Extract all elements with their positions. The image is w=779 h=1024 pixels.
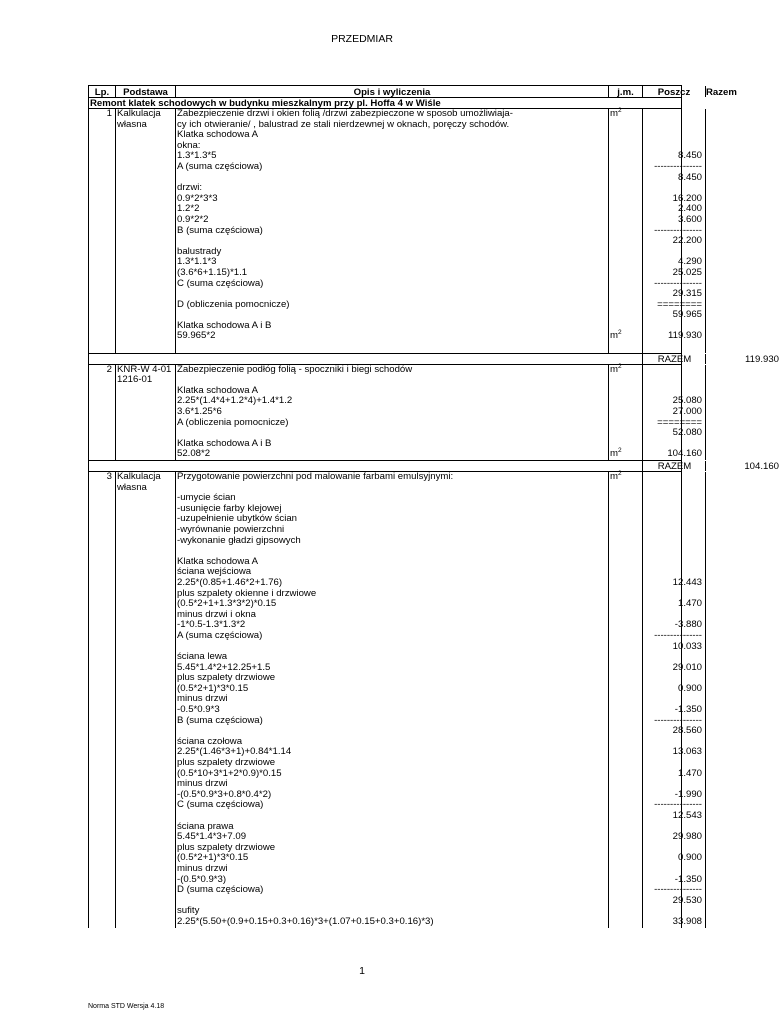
partial-value: --------------- — [654, 884, 702, 896]
calc-text: 52.08*2 — [177, 448, 211, 460]
partial-value: 8.450 — [677, 171, 702, 183]
calc-text: cy ich otwieranie/ , balustrad ze stali nierdzewnej w oknach, poręczy schodów. — [177, 118, 510, 130]
calc-text: 1.2*2 — [177, 203, 200, 215]
calc-text: -usunięcie farby klejowej — [177, 502, 282, 514]
partial-value: ======== — [657, 416, 702, 428]
calc-line — [89, 329, 702, 342]
razem-label: RAZEM — [642, 354, 706, 365]
calc-text: 2.25*(1.4*4+1.2*4)+1.4*1.2 — [177, 395, 293, 407]
calc-text: -1*0.5-1.3*1.3*2 — [177, 619, 246, 631]
partial-value: ======== — [657, 298, 702, 310]
partial-value: 29.315 — [672, 288, 702, 300]
partial-value: 10.033 — [672, 640, 702, 652]
calc-line — [89, 536, 681, 547]
unit: $m^2$ — [610, 447, 622, 460]
calc-text: plus szpalety drzwiowe — [177, 841, 276, 853]
partial-value: 3.600 — [677, 213, 702, 225]
partial-value: --------------- — [654, 629, 702, 641]
calc-text: okna: — [177, 139, 201, 151]
item-basis: własna — [117, 481, 147, 493]
software-version: Norma STD Wersja 4.18 — [88, 1003, 165, 1010]
calc-text: ściana wejściowa — [177, 566, 252, 578]
partial-value: 25.025 — [672, 266, 702, 278]
calc-text: D (suma częściowa) — [177, 884, 264, 896]
page-title: PRZEDMIAR — [331, 33, 393, 45]
partial-value: 59.965 — [672, 309, 702, 321]
calc-line — [89, 629, 702, 642]
header-jm: j.m. — [608, 86, 642, 97]
calc-text: (0.5*2+1)*3*0.15 — [177, 852, 249, 864]
calc-text: 2.25*(5.50+(0.9+0.15+0.3+0.16)*3+(1.07+0.15+0.3+0.16)*3) — [177, 915, 434, 927]
calc-line — [89, 447, 702, 460]
calc-line — [89, 714, 702, 727]
calc-text: minus drzwi — [177, 778, 228, 790]
calc-line — [89, 160, 702, 173]
calc-line — [89, 864, 681, 875]
item-basis: własna — [117, 118, 147, 130]
calc-text: (0.5*10+3*1+2*0.9)*0.15 — [177, 767, 282, 779]
header-opis: Opis i wyliczenia — [175, 86, 608, 97]
partial-value: 0.900 — [677, 682, 702, 694]
table-row — [88, 107, 702, 354]
calc-text: -(0.5*0.9*3+0.8*0.4*2) — [177, 788, 272, 800]
calc-text: A (suma częściowa) — [177, 160, 263, 172]
calc-line — [89, 472, 681, 483]
partial-value: 33.908 — [672, 915, 702, 927]
calc-line — [89, 266, 702, 279]
partial-value: --------------- — [654, 224, 702, 236]
unit: $m^2$ — [610, 107, 622, 119]
calc-line — [89, 416, 702, 429]
section-title: Remont klatek schodowych w budynku mieszkalnym przy pl. Hoffa 4 w Wiśle — [88, 98, 682, 109]
calc-line — [89, 298, 702, 311]
unit: $m^2$ — [610, 362, 622, 375]
unit-base: m — [610, 471, 618, 482]
calc-text: -wyrównanie powierzchni — [177, 523, 285, 535]
unit-base: m — [610, 108, 618, 119]
calc-text: (3.6*6+1.15)*1.1 — [177, 266, 248, 278]
calc-line — [89, 576, 702, 589]
column-rule — [705, 472, 706, 928]
calc-text: plus szpalety drzwiowe — [177, 757, 276, 769]
partial-value: 13.063 — [672, 746, 702, 758]
calc-text: C (suma częściowa) — [177, 799, 264, 811]
partial-value: 52.080 — [672, 427, 702, 439]
calc-text: Klatka schodowa A — [177, 555, 259, 567]
calc-text: B (suma częściowa) — [177, 714, 263, 726]
calc-text: 0.9*2*2 — [177, 213, 209, 225]
calc-line — [89, 342, 681, 353]
calc-text: -wykonanie gładzi gipsowych — [177, 534, 301, 546]
partial-value: 29.980 — [672, 831, 702, 843]
calc-line — [89, 213, 702, 226]
header-podstawa: Podstawa — [115, 86, 175, 97]
partial-value: --------------- — [654, 160, 702, 172]
partial-value: -3.880 — [674, 619, 702, 631]
calc-text: minus drzwi i okna — [177, 608, 256, 620]
calc-text: ściana czołowa — [177, 735, 243, 747]
partial-value: 29.010 — [672, 661, 702, 673]
calc-text: 0.9*2*3*3 — [177, 192, 218, 204]
calc-text: plus szpalety okienne i drzwiowe — [177, 587, 317, 599]
calc-text: drzwi: — [177, 182, 203, 194]
calc-text: Przygotowanie powierzchni pod malowanie farbami emulsyjnymi: — [177, 471, 454, 482]
calc-text: plus szpalety drzwiowe — [177, 672, 276, 684]
calc-text: Klatka schodowa A i B — [177, 437, 272, 449]
partial-value: -1.350 — [674, 704, 702, 716]
calc-line — [89, 915, 702, 928]
unit-base: m — [610, 330, 618, 342]
table-row — [88, 470, 702, 928]
calc-text: C (suma częściowa) — [177, 277, 264, 289]
calc-text: sufity — [177, 905, 200, 917]
partial-value: 16.200 — [672, 192, 702, 204]
partial-value: 104.160 — [667, 448, 702, 460]
calc-text: (0.5*2+1)*3*0.15 — [177, 682, 249, 694]
calc-text: 5.45*1.4*2+12.25+1.5 — [177, 661, 271, 673]
calc-line — [89, 884, 702, 896]
partial-value: 28.560 — [672, 725, 702, 737]
partial-value: -1.990 — [674, 788, 702, 800]
partial-value: --------------- — [654, 799, 702, 811]
item-number: 1 — [106, 108, 112, 119]
header-razem: Razem — [706, 87, 737, 98]
partial-value: 0.900 — [677, 852, 702, 864]
partial-value: --------------- — [654, 277, 702, 289]
item-number: 3 — [106, 471, 112, 482]
calc-text: 59.965*2 — [177, 330, 216, 342]
calc-text: 2.25*(1.46*3+1)+0.84*1.14 — [177, 746, 292, 758]
unit-base: m — [610, 448, 618, 460]
page-number: 1 — [359, 965, 365, 977]
calc-line — [89, 362, 681, 376]
calc-text: B (suma częściowa) — [177, 224, 263, 236]
razem-value: 119.930 — [745, 353, 779, 365]
calc-text: 2.25*(0.85+1.46*2+1.76) — [177, 576, 283, 588]
header-poszcz: Poszcz — [642, 86, 705, 97]
calc-line — [89, 810, 702, 822]
partial-value: 119.930 — [668, 330, 702, 342]
razem-value: 104.160 — [744, 461, 779, 472]
calc-text: ściana lewa — [177, 651, 228, 663]
item-number: 2 — [106, 363, 112, 375]
przedmiar-table — [88, 85, 779, 928]
calc-text: -umycie ścian — [177, 492, 236, 504]
razem-row — [88, 353, 779, 365]
item-basis: Kalkulacja — [117, 471, 161, 482]
calc-line — [89, 109, 681, 120]
partial-value: 12.443 — [672, 576, 702, 588]
table-row — [88, 362, 702, 461]
calc-text: -0.5*0.9*3 — [177, 704, 220, 716]
partial-value: 1.470 — [677, 598, 702, 610]
partial-value: -1.350 — [674, 873, 702, 885]
calc-text: 1.3*1.1*3 — [177, 256, 217, 268]
column-rule — [705, 365, 706, 460]
partial-value: 27.000 — [672, 406, 702, 418]
partial-value: 22.200 — [672, 235, 702, 247]
calc-text: minus drzwi — [177, 693, 228, 705]
partial-value: 4.290 — [677, 256, 702, 268]
razem-label: RAZEM — [642, 461, 706, 472]
item-basis: Kalkulacja — [117, 108, 161, 119]
calc-text: (0.5*2+1+1.3*3*2)*0.15 — [177, 598, 277, 610]
calc-text: Klatka schodowa A — [177, 129, 259, 141]
calc-line — [89, 525, 681, 536]
table-header — [88, 85, 737, 98]
calc-text: Zabezpieczenie drzwi i okien folią /drzwi zabezpieczone w sposob umożliwiaja- — [177, 108, 513, 119]
calc-text: minus drzwi — [177, 862, 228, 874]
calc-text: -(0.5*0.9*3) — [177, 873, 227, 885]
partial-value: 12.543 — [672, 810, 702, 821]
calc-line — [89, 224, 702, 237]
calc-text: A (suma częściowa) — [177, 629, 263, 641]
item-basis: KNR-W 4-01 — [117, 363, 172, 375]
column-rule — [705, 109, 706, 353]
calc-text: D (obliczenia pomocnicze) — [177, 298, 290, 310]
partial-value: 1.470 — [677, 767, 702, 779]
unit: $m^2$ — [610, 329, 622, 342]
calc-text: balustrady — [177, 245, 222, 257]
calc-text: 1.3*1.3*5 — [177, 150, 217, 162]
partial-value: 2.400 — [677, 203, 702, 215]
calc-text: 3.6*1.25*6 — [177, 406, 222, 418]
item-basis: 1216-01 — [117, 374, 153, 386]
calc-text: A (obliczenia pomocnicze) — [177, 416, 289, 428]
partial-value: 25.080 — [672, 395, 702, 407]
partial-value: 29.530 — [672, 894, 702, 906]
calc-text: 5.45*1.4*3+7.09 — [177, 831, 247, 843]
calc-text: -uzupełnienie ubytków ścian — [177, 513, 297, 525]
calc-line — [89, 799, 702, 811]
partial-value: 8.450 — [677, 150, 702, 162]
calc-text: ściana prawa — [177, 820, 234, 832]
calc-text: Klatka schodowa A i B — [177, 319, 272, 331]
unit-base: m — [610, 363, 618, 375]
partial-value: --------------- — [654, 714, 702, 726]
unit: $m^2$ — [610, 470, 622, 482]
calc-text: Klatka schodowa A — [177, 384, 259, 396]
calc-text: Zabezpieczenie podłóg folią - spoczniki i biegi schodów — [177, 363, 413, 375]
calc-line — [89, 277, 702, 290]
header-lp: Lp. — [94, 87, 110, 98]
